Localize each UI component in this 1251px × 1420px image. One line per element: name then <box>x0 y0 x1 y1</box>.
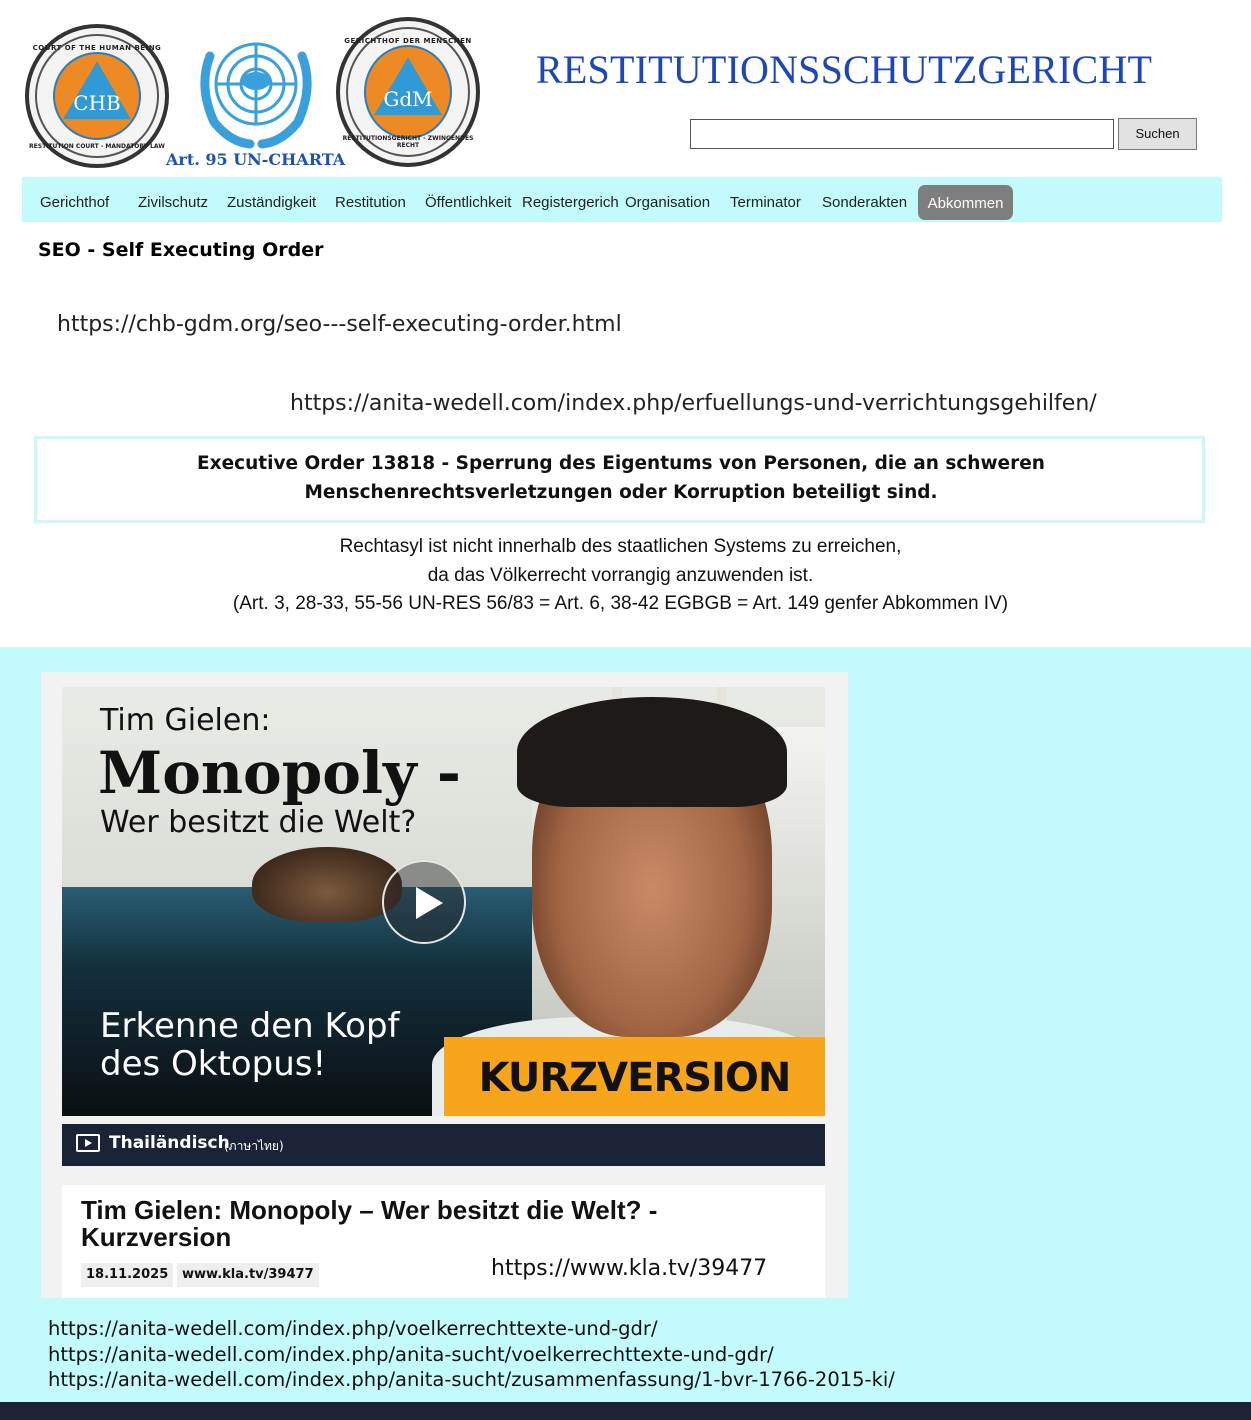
asyl-line: da das Völkerrecht vorrangig anzuwenden ist. <box>427 564 814 586</box>
un-emblem-logo <box>190 26 322 150</box>
list-item[interactable]: https://anita-wedell.com/index.php/voelkerrechttexte-und-gdr/ <box>48 1317 658 1340</box>
language-name: Thailändisch <box>109 1133 230 1153</box>
search-input[interactable] <box>690 119 1114 149</box>
gdm-ring-top: GERICHTHOF DER MENSCHEN <box>344 37 472 45</box>
asyl-line: Rechtasyl ist nicht innerhalb des staatlichen Systems zu erreichen, <box>339 536 902 557</box>
nav-item-zivilschutz[interactable]: Zivilschutz <box>138 194 209 211</box>
un-charta-caption: Art. 95 UN-CHARTA <box>166 150 346 169</box>
thumb-line-4: Erkenne den Kopf <box>100 1006 400 1046</box>
page-heading: SEO - Self Executing Order <box>38 239 324 261</box>
nav-item-oeffentlichkeit[interactable]: Öffentlichkeit <box>425 194 512 211</box>
chb-ring-top: COURT OF THE HUMAN BEING <box>32 44 162 52</box>
gehilfen-url[interactable]: https://anita-wedell.com/index.php/erfuellungs-und-verrichtungsgehilfen/ <box>290 391 1097 416</box>
octopus-illustration <box>252 847 402 922</box>
nav-item-terminator[interactable]: Terminator <box>730 194 801 211</box>
gdm-seal-logo <box>336 17 480 167</box>
site-title: RESTITUTIONSSCHUTZGERICHT <box>536 47 1153 92</box>
nav-item-restitution[interactable]: Restitution <box>335 194 406 211</box>
language-native: (ภาษาไทย) <box>224 1139 284 1153</box>
gdm-ring-bottom: RESTITUTIONSGERICHT - ZWINGENDES RECHT <box>342 135 474 149</box>
asyl-text <box>0 533 1241 619</box>
language-bar[interactable] <box>62 1124 825 1166</box>
video-short-link[interactable]: www.kla.tv/39477 <box>177 1263 319 1287</box>
search-button[interactable]: Suchen <box>1118 118 1197 150</box>
list-item[interactable]: https://anita-wedell.com/index.php/anita-sucht/zusammenfassung/1-bvr-1766-2015-ki/ <box>48 1368 895 1391</box>
nav-item-sonderakten[interactable]: Sonderakten <box>822 194 908 211</box>
chb-logo-text: CHB <box>73 91 121 116</box>
kurzversion-badge: KURZVERSION <box>444 1037 825 1116</box>
seo-url[interactable]: https://chb-gdm.org/seo---self-executing-order.html <box>57 312 622 337</box>
executive-order-text: Executive Order 13818 - Sperrung des Eigentums von Personen, die an schweren Menschenrechtsverletzungen oder Korruption beteiligt sind. <box>197 453 1045 503</box>
video-thumbnail[interactable] <box>62 687 825 1116</box>
nav-item-gerichthof[interactable]: Gerichthof <box>40 194 110 211</box>
video-icon <box>76 1134 100 1152</box>
thumb-line-2: Monopoly - <box>98 739 461 807</box>
nav-item-zustaendigkeit[interactable]: Zuständigkeit <box>227 194 317 211</box>
thumb-line-3: Wer besitzt die Welt? <box>100 805 417 840</box>
nav-item-registergericht[interactable]: Registergerich <box>522 194 619 211</box>
chb-ring-bottom: RESTITUTION COURT - MANDATORY LAW <box>29 143 165 150</box>
footer-bar <box>0 1402 1251 1420</box>
video-url[interactable]: https://www.kla.tv/39477 <box>491 1256 768 1281</box>
thumb-line-1: Tim Gielen: <box>100 703 271 738</box>
gdm-logo-text: GdM <box>383 87 433 112</box>
nav-item-organisation[interactable]: Organisation <box>625 194 711 211</box>
thumb-line-5: des Oktopus! <box>100 1044 327 1084</box>
video-title[interactable]: Tim Gielen: Monopoly – Wer besitzt die Welt? - Kurzversion <box>81 1195 658 1252</box>
link-list <box>48 1316 895 1393</box>
chb-seal-logo <box>25 24 169 168</box>
list-item[interactable]: https://anita-wedell.com/index.php/anita-sucht/voelkerrechttexte-und-gdr/ <box>48 1342 774 1366</box>
thumb-caption <box>100 1007 400 1083</box>
video-date: 18.11.2025 <box>81 1263 173 1287</box>
video-info <box>62 1185 825 1298</box>
play-icon[interactable] <box>382 860 466 944</box>
main-nav <box>22 177 1222 222</box>
nav-item-abkommen[interactable]: Abkommen <box>918 185 1013 220</box>
asyl-line: (Art. 3, 28-33, 55-56 UN-RES 56/83 = Art. 6, 38-42 EGBGB = Art. 149 genfer Abkommen IV) <box>232 593 1009 614</box>
